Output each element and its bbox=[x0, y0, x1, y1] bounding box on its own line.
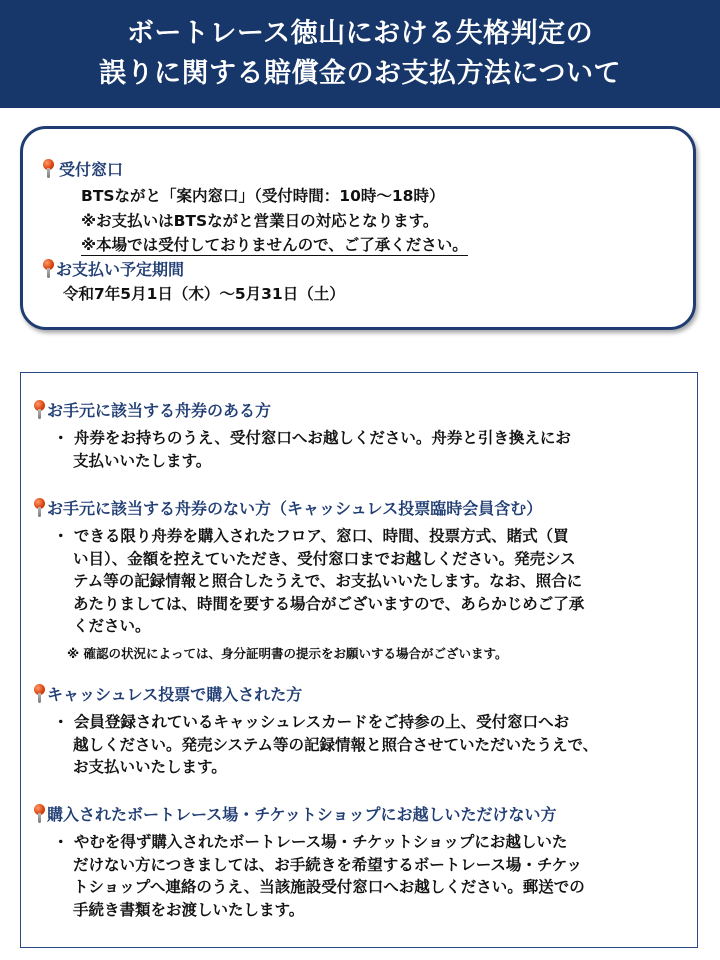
body-line: ・ 会員登録されているキャッシュレスカードをご持参の上、受付窓口へお bbox=[53, 713, 570, 731]
section-with-ticket bbox=[33, 399, 693, 472]
body-line: ・ できる限り舟券を購入されたフロア、窓口、時間、投票方式、賭式（買 bbox=[53, 527, 569, 545]
page-title-line1: ボートレース徳山における失格判定の bbox=[126, 18, 594, 49]
pushpin-icon bbox=[33, 684, 47, 703]
body-line: だけない方につきましては、お手続きを希望するボートレース場・チケッ bbox=[73, 855, 583, 874]
body-line: お支払いいたします。 bbox=[73, 758, 227, 776]
reception-location: BTSながと「案内窓口」（受付時間：10時～18時） bbox=[81, 187, 445, 205]
reception-business-day-note: ※お支払いはBTSながと営業日の対応となります。 bbox=[81, 212, 439, 230]
pushpin-icon bbox=[33, 400, 47, 419]
body-line: ・ 舟券をお持ちのうえ、受付窓口へお越しください。舟券と引き換えにお bbox=[53, 429, 571, 447]
reception-heading-label: 受付窓口 bbox=[59, 160, 124, 179]
reception-heading bbox=[42, 157, 123, 180]
page-title-line2: 誤りに関する賠償金のお支払方法について bbox=[99, 58, 621, 89]
section-heading-label: お手元に該当する舟券のない方（キャッシュレス投票臨時会員含む） bbox=[47, 499, 543, 518]
payment-methods-box bbox=[20, 372, 698, 948]
body-line: い目）、金額を控えていただき、受付窓口までお越しください。発売シス bbox=[73, 549, 576, 568]
section-without-ticket bbox=[33, 497, 693, 662]
reception-not-at-venue-note bbox=[81, 233, 468, 255]
pushpin-icon bbox=[33, 498, 47, 517]
section-heading bbox=[33, 683, 693, 707]
reception-info-box bbox=[20, 126, 696, 330]
reception-not-at-venue-text: ※本場では受付しておりませんので、ご了承ください。 bbox=[81, 236, 468, 254]
body-line: 支払いいたします。 bbox=[73, 451, 212, 470]
period-heading bbox=[42, 257, 184, 280]
section-heading-label: 購入されたボートレース場・チケットショップにお越しいただけない方 bbox=[47, 805, 557, 824]
pushpin-icon bbox=[42, 159, 56, 178]
body-line: あたりましては、時間を要する場合がございますので、あらかじめご了承 bbox=[73, 594, 585, 613]
payment-period: 令和7年5月1日（木）～5月31日（土） bbox=[63, 285, 345, 303]
section-heading bbox=[33, 399, 693, 423]
section-body bbox=[33, 427, 693, 472]
section-body bbox=[33, 525, 693, 638]
body-line: テム等の記録情報と照合したうえで、お支払いいたします。なお、照合に bbox=[73, 572, 583, 590]
page-header bbox=[0, 0, 720, 108]
body-line: 手続き書類をお渡しいたします。 bbox=[73, 900, 305, 919]
section-heading-label: キャッシュレス投票で購入された方 bbox=[47, 685, 303, 704]
id-verification-note: ※ 確認の状況によっては、身分証明書の提示をお願いする場合がございます。 bbox=[67, 645, 508, 661]
body-line: トショップへ連絡のうえ、当該施設受付窓口へお越しください。郵送での bbox=[73, 878, 585, 896]
body-line: ください。 bbox=[73, 617, 151, 635]
body-line: ・ やむを得ず購入されたボートレース場・チケットショップにお越しいた bbox=[53, 833, 568, 851]
section-cannot-visit bbox=[33, 803, 693, 921]
period-heading-label: お支払い予定期間 bbox=[56, 260, 185, 279]
body-line: 越しください。発売システム等の記録情報と照合させていただいたうえで、 bbox=[73, 735, 599, 754]
section-heading bbox=[33, 497, 693, 521]
section-body bbox=[33, 831, 693, 921]
pushpin-icon bbox=[42, 259, 56, 278]
section-heading bbox=[33, 803, 693, 827]
pushpin-icon bbox=[33, 804, 47, 823]
section-body bbox=[33, 711, 693, 779]
section-cashless bbox=[33, 683, 693, 779]
section-heading-label: お手元に該当する舟券のある方 bbox=[47, 401, 272, 420]
